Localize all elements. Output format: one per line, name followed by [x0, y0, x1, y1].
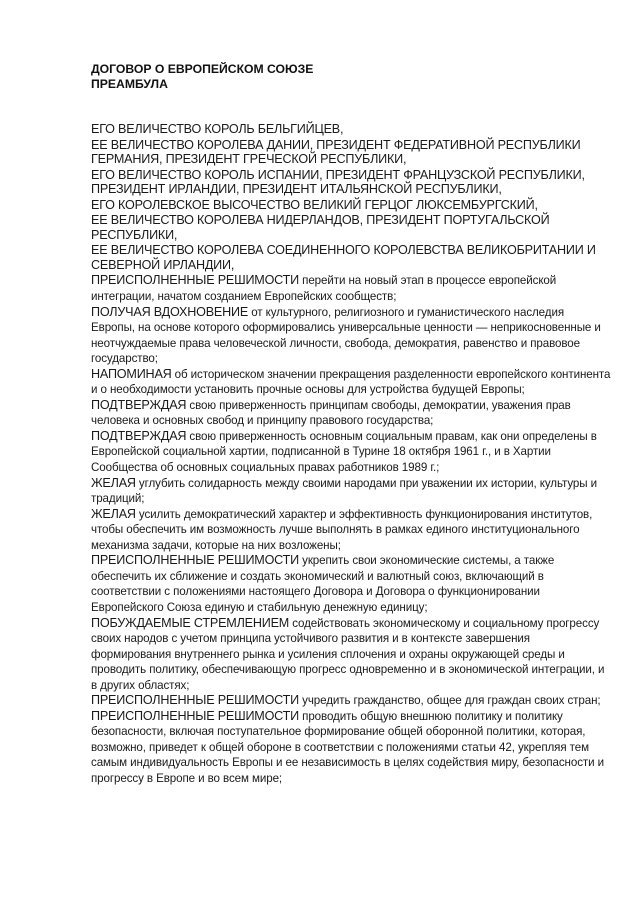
paragraph-text: содействовать экономическому и социальному прогрессу своих народов с учетом принципа устойчивого развития и в контексте завершения формирования внутреннего рынка и усиления сплочения и охраны окружающей среды и проводить политику, обеспечивающую прогресс одновременно и в экономической интеграции, и в других областях;: [91, 616, 605, 692]
paragraph-lead: ЕГО ВЕЛИЧЕСТВО КОРОЛЬ БЕЛЬГИЙЦЕВ,: [91, 122, 344, 136]
paragraph-lead: ЕЕ ВЕЛИЧЕСТВО КОРОЛЕВА ДАНИИ, ПРЕЗИДЕНТ ФЕДЕРАТИВНОЙ РЕСПУБЛИКИ ГЕРМАНИЯ, ПРЕЗИДЕНТ ГРЕЧЕСКОЙ РЕСПУБЛИКИ,: [91, 137, 581, 167]
paragraph-text: углубить солидарность между своими народами при уважении их истории, культуры и традиций;: [91, 476, 597, 506]
paragraph: [91, 213, 611, 243]
paragraph-text: об историческом значении прекращения разделенности европейского континента и о необходимости установить прочные основы для устройства будущей Европы;: [91, 367, 611, 397]
paragraph-text: свою приверженность основным социальным правам, как они определены в Европейской социальной хартии, подписанной в Турине 18 октября 1961 г., и в Хартии Сообщества об основных социальных правах работников 1989 г.;: [91, 429, 597, 475]
paragraph-text: учредить гражданство, общее для граждан своих стран;: [299, 694, 601, 708]
paragraph: [91, 553, 611, 615]
paragraph: [91, 273, 611, 304]
paragraph: [91, 243, 611, 273]
preamble-body: [91, 122, 611, 787]
paragraph: [91, 693, 611, 709]
paragraph: [91, 429, 611, 476]
paragraph-lead: ЕЕ ВЕЛИЧЕСТВО КОРОЛЕВА НИДЕРЛАНДОВ, ПРЕЗИДЕНТ ПОРТУГАЛЬСКОЙ РЕСПУБЛИКИ,: [91, 213, 550, 242]
document-title: ДОГОВОР О ЕВРОПЕЙСКОМ СОЮЗЕ: [91, 62, 314, 76]
paragraph-lead: ПРЕИСПОЛНЕННЫЕ РЕШИМОСТИ: [91, 553, 300, 568]
paragraph-lead: ПРЕИСПОЛНЕННЫЕ РЕШИМОСТИ: [91, 693, 300, 708]
paragraph-lead: ПОЛУЧАЯ ВДОХНОВЕНИЕ: [91, 304, 249, 319]
paragraph: [91, 122, 611, 138]
paragraph-text: проводить общую внешнюю политику и политику безопасности, включая поступательное формирование общей оборонной политики, которая, возможно, приведет к общей обороне в соответствии с положениями статьи 42, укрепляя тем самым индивидуальность Европы и ее независимость в целях содействия миру, безопасности и прогрессу в Европе и во всем мире;: [91, 709, 604, 785]
paragraph: [91, 367, 611, 398]
paragraph-lead: ЖЕЛАЯ: [91, 506, 136, 521]
paragraph-lead: ПРЕИСПОЛНЕННЫЕ РЕШИМОСТИ: [91, 708, 300, 723]
paragraph: [91, 616, 611, 694]
paragraph-lead: ЕГО КОРОЛЕВСКОЕ ВЫСОЧЕСТВО ВЕЛИКИЙ ГЕРЦОГ ЛЮКСЕМБУРГСКИЙ,: [91, 197, 538, 212]
paragraph: [91, 476, 611, 507]
paragraph-lead: ПОДТВЕРЖДАЯ: [91, 397, 187, 412]
paragraph: [91, 168, 611, 198]
paragraph-lead: ЕГО ВЕЛИЧЕСТВО КОРОЛЬ ИСПАНИИ, ПРЕЗИДЕНТ ФРАНЦУЗСКОЙ РЕСПУБЛИКИ, ПРЕЗИДЕНТ ИРЛАНДИИ, ПРЕЗИДЕНТ ИТАЛЬЯНСКОЙ РЕСПУБЛИКИ,: [91, 167, 585, 197]
paragraph: [91, 198, 611, 214]
paragraph-text: укрепить свои экономические системы, а также обеспечить их сближение и создать экономический и валютный союз, включающий в соответствии с положениями настоящего Договора и Договора о функционировании Европейского Союза единую и стабильную денежную единицу;: [91, 554, 555, 614]
paragraph-lead: НАПОМИНАЯ: [91, 366, 172, 381]
paragraph-lead: ЕЕ ВЕЛИЧЕСТВО КОРОЛЕВА СОЕДИНЕННОГО КОРОЛЕВСТВА ВЕЛИКОБРИТАНИИ И СЕВЕРНОЙ ИРЛАНДИИ,: [91, 243, 596, 272]
document-subtitle: ПРЕАМБУЛА: [91, 77, 168, 91]
paragraph-text: перейти на новый этап в процессе европейской интеграции, начатом созданием Европейских сообществ;: [91, 274, 557, 304]
document-page: [91, 62, 611, 787]
paragraph-text: свою приверженность принципам свободы, демократии, уважения прав человека и основных свобод и принципу правового государства;: [91, 398, 571, 428]
paragraph-lead: ПРЕИСПОЛНЕННЫЕ РЕШИМОСТИ: [91, 273, 300, 288]
paragraph-text: от культурного, религиозного и гуманистического наследия Европы, на основе которого оформировались универсальные ценности — неприкосновенные и неотчуждаемые права человеческой личности, свобода, демократия, равенство и правовое государство;: [91, 305, 601, 366]
paragraph: [91, 709, 611, 787]
paragraph-lead: ПОДТВЕРЖДАЯ: [91, 428, 187, 443]
paragraph: [91, 398, 611, 429]
spacer: [91, 92, 611, 122]
paragraph-lead: ЖЕЛАЯ: [91, 475, 136, 490]
paragraph: [91, 305, 611, 367]
paragraph-lead: ПОБУЖДАЕМЫЕ СТРЕМЛЕНИЕМ: [91, 615, 290, 630]
paragraph: [91, 138, 611, 168]
paragraph-text: усилить демократический характер и эффективность функционирования институтов, чтобы обеспечить им возможность лучше выполнять в рамках единого институционального механизма задачи, которые на них возложены;: [91, 507, 593, 552]
paragraph: [91, 507, 611, 554]
